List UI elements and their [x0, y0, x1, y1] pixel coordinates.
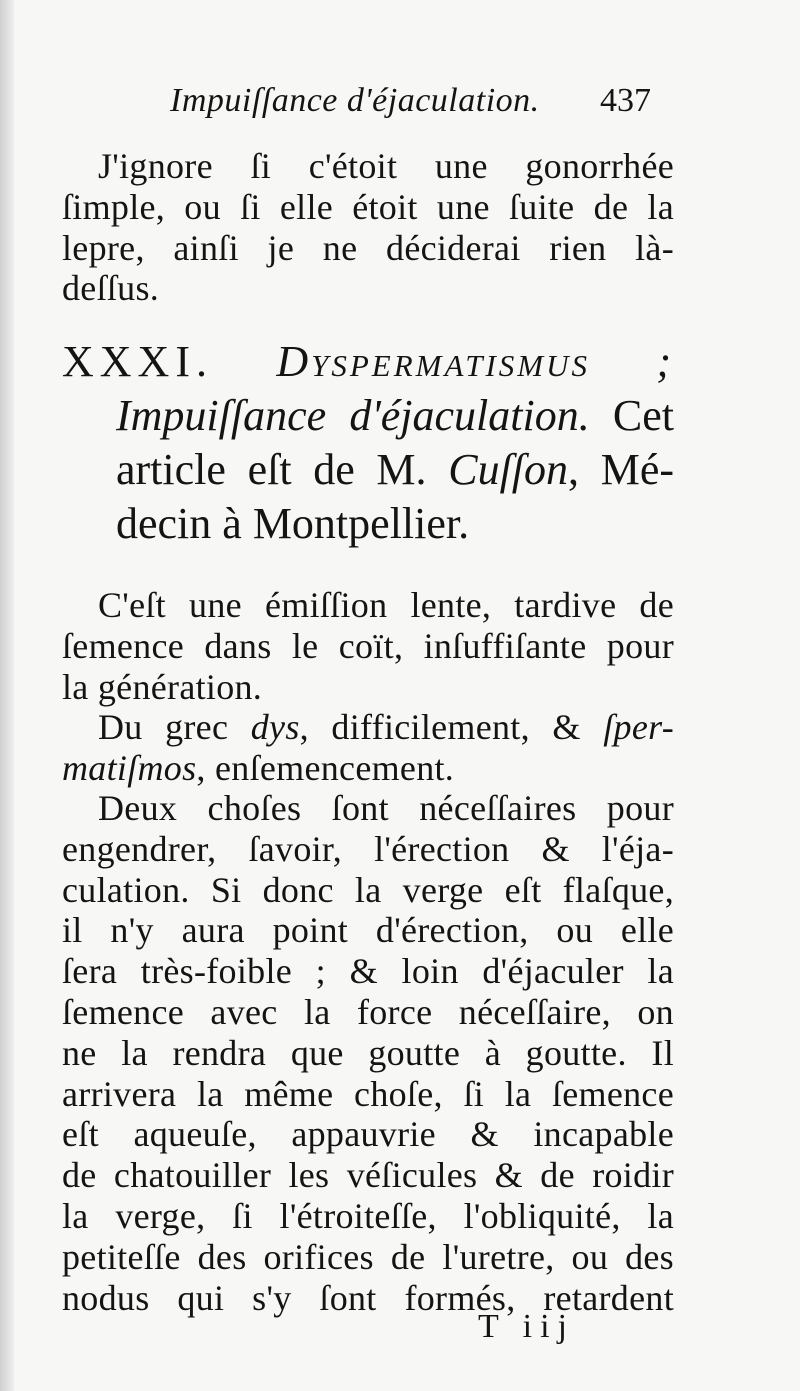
- heading-line: [62, 389, 674, 443]
- heading-text: , Mé-: [568, 445, 675, 494]
- page-gutter-shadow: [0, 0, 14, 1391]
- signature-mark: T iij: [478, 1308, 575, 1345]
- running-head: [170, 82, 690, 120]
- heading-line: decin à Montpellier.: [116, 499, 470, 548]
- paragraph-4: [62, 788, 674, 1318]
- text-line: ſemence dans le coït, inſuffiſante pour: [62, 625, 674, 666]
- text-line: eſt aqueuſe, appauvrie & incapable: [62, 1114, 674, 1155]
- greek-term: dys: [250, 707, 300, 747]
- text-line: C'eſt une émiſſion lente, tardive de: [98, 585, 674, 625]
- greek-term: ſper-: [603, 707, 674, 747]
- text-line: arrivera la même choſe, ſi la ſemence: [62, 1073, 674, 1114]
- heading-text: article eſt de M.: [116, 445, 427, 494]
- latin-term: Dyspermatismus ;: [276, 337, 674, 386]
- text-line: [62, 748, 674, 789]
- heading-line: [62, 443, 674, 497]
- text-line: [62, 707, 674, 748]
- text-line: il n'y aura point d'érection, ou elle: [62, 910, 674, 951]
- article-heading: [62, 335, 674, 551]
- inline-text: , difficilement, &: [299, 707, 581, 747]
- text-line: culation. Si donc la verge eſt flaſque,: [62, 869, 674, 910]
- french-term: Impuiſſance d'éjaculation.: [116, 391, 590, 440]
- text-line: ne la rendra que goutte à goutte. Il: [62, 1032, 674, 1073]
- text-line: la génération.: [62, 666, 263, 707]
- article-numeral: XXXI.: [62, 337, 213, 386]
- heading-line: [62, 335, 674, 389]
- text-line: engendrer, ſavoir, l'érection & l'éja-: [62, 828, 674, 869]
- heading-text: Cet: [612, 391, 675, 440]
- text-line: la verge, ſi l'étroiteſſe, l'obliquité, la: [62, 1195, 674, 1236]
- text-line: deſſus.: [62, 268, 160, 309]
- paragraph-3: [62, 707, 674, 789]
- text-line: ſemence avec la force néceſſaire, on: [62, 991, 674, 1032]
- greek-term: matiſmos: [62, 747, 197, 788]
- text-line: nodus qui s'y ſont formés, retardent: [62, 1277, 674, 1318]
- text-line: ſimple, ou ſi elle étoit une ſuite de la: [62, 186, 674, 227]
- text-line: petiteſſe des orifices de l'uretre, ou des: [62, 1236, 674, 1277]
- paragraph-2: [62, 585, 674, 707]
- inline-text: Du grec: [98, 707, 229, 747]
- text-line: Deux choſes ſont néceſſaires pour: [98, 788, 674, 828]
- paragraph-1: [62, 146, 674, 309]
- text-line: de chatouiller les véſicules & de roidir: [62, 1155, 674, 1196]
- text-line: ſera très-foible ; & loin d'éjaculer la: [62, 951, 674, 992]
- inline-text: , enſemencement.: [196, 747, 455, 788]
- text-line: J'ignore ſi c'étoit une gonorrhée: [98, 146, 674, 186]
- author-name: Cuſſon: [448, 445, 569, 494]
- text-line: lepre, ainſi je ne déciderai rien là-: [62, 227, 674, 268]
- running-head-title: Impuiſſance d'éjaculation.: [170, 82, 540, 119]
- page-number: 437: [600, 82, 651, 119]
